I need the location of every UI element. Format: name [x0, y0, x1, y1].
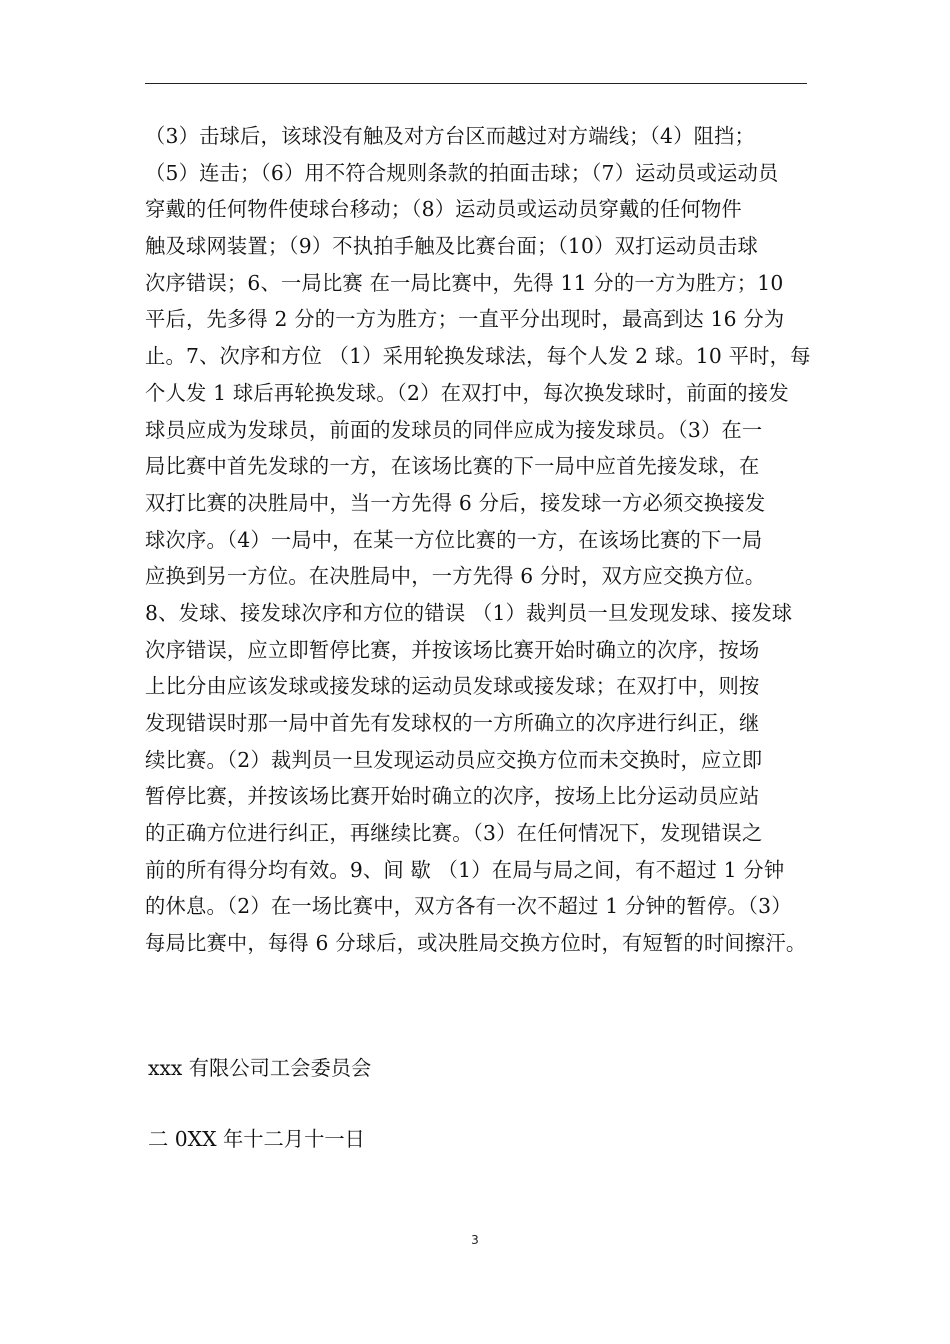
body-line: 次序错误，应立即暂停比赛，并按该场比赛开始时确立的次序，按场: [145, 637, 760, 662]
body-line: 触及球网装置；（9）不执拍手触及比赛台面；（10）双打运动员击球: [145, 234, 758, 259]
header-rule: [145, 83, 807, 84]
body-line: 每局比赛中，每得 6 分球后，或决胜局交换方位时，有短暂的时间擦汗。: [145, 931, 807, 956]
document-date: 二 0XX 年十二月十一日: [148, 1127, 365, 1151]
organization-signature: xxx 有限公司工会委员会: [148, 1056, 372, 1080]
body-line: 局比赛中首先发球的一方，在该场比赛的下一局中应首先接发球，在: [145, 454, 760, 479]
body-line: 球员应成为发球员，前面的发球员的同伴应成为接发球员。（3）在一: [145, 417, 763, 442]
document-body: [145, 118, 817, 962]
body-line: 球次序。（4）一局中，在某一方位比赛的一方，在该场比赛的下一局: [145, 527, 763, 552]
body-line: 的休息。（2）在一场比赛中，双方各有一次不超过 1 分钟的暂停。（3）: [145, 894, 792, 919]
body-line: 应换到另一方位。在决胜局中，一方先得 6 分时，双方应交换方位。: [145, 564, 766, 589]
body-line: 穿戴的任何物件使球台移动；（8）运动员或运动员穿戴的任何物件: [145, 197, 742, 222]
body-line: 次序错误；6、一局比赛 在一局比赛中，先得 11 分的一方为胜方；10: [145, 270, 784, 295]
body-line: 个人发 1 球后再轮换发球。（2）在双打中，每次换发球时，前面的接发: [145, 380, 789, 405]
body-line: 前的所有得分均有效。9、间 歇 （1）在局与局之间，有不超过 1 分钟: [145, 857, 785, 882]
body-line: 止。7、次序和方位 （1）采用轮换发球法，每个人发 2 球。10 平时，每: [145, 344, 811, 369]
body-line: 8、发球、接发球次序和方位的错误 （1）裁判员一旦发现发球、接发球: [145, 600, 793, 625]
page-number: 3: [471, 1233, 479, 1247]
body-line: （5）连击；（6）用不符合规则条款的拍面击球；（7）运动员或运动员: [145, 160, 779, 185]
body-line: 上比分由应该发球或接发球的运动员发球或接发球；在双打中，则按: [145, 674, 760, 699]
body-line: 发现错误时那一局中首先有发球权的一方所确立的次序进行纠正，继: [145, 711, 760, 735]
body-line: 续比赛。（2）裁判员一旦发现运动员应交换方位而未交换时，应立即: [145, 747, 763, 772]
body-line: （3）击球后，该球没有触及对方台区而越过对方端线；（4）阻挡；: [145, 124, 756, 148]
body-line: 暂停比赛，并按该场比赛开始时确立的次序，按场上比分运动员应站: [145, 784, 760, 809]
body-line: 的正确方位进行纠正，再继续比赛。（3）在任何情况下，发现错误之: [145, 821, 763, 846]
body-line: 双打比赛的决胜局中，当一方先得 6 分后，接发球一方必须交换接发: [145, 490, 766, 515]
body-line: 平后，先多得 2 分的一方为胜方；一直平分出现时，最高到达 16 分为: [145, 307, 785, 332]
